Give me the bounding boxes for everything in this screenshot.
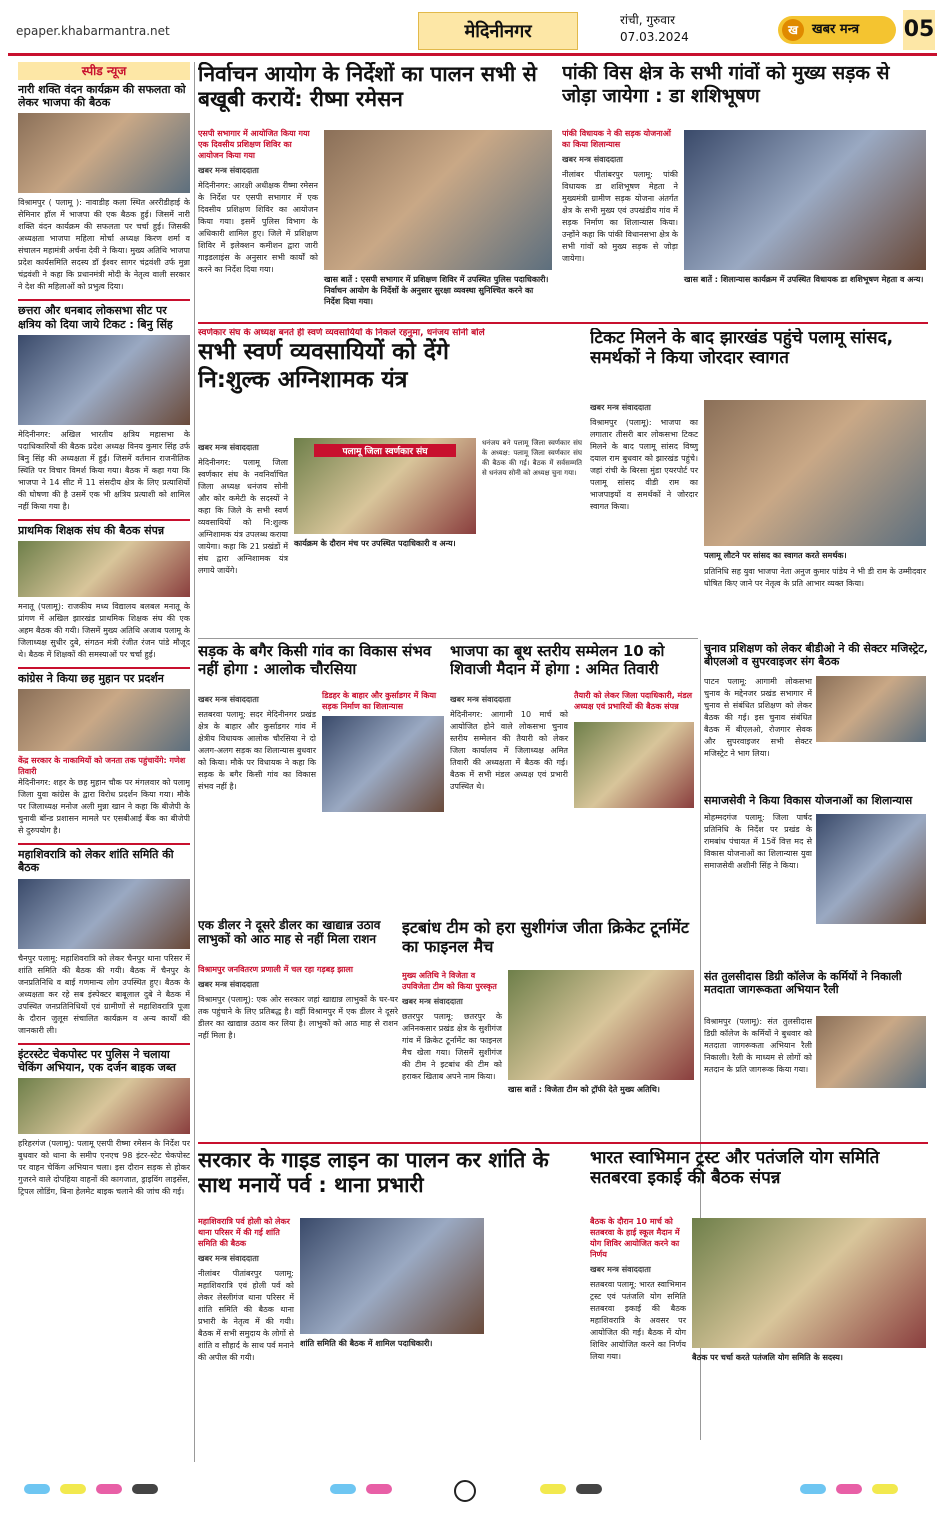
article-byline: खबर मन्त्र संवाददाता	[590, 403, 651, 412]
article-headline[interactable]: सरकार के गाइड लाइन का पालन कर शांति के साथ मनायें पर्व : थाना प्रभारी	[198, 1148, 549, 1198]
article-headline[interactable]: पांकी विस क्षेत्र के सभी गांवों को मुख्य सड़क से जोड़ा जायेगा : डा शशिभूषण	[562, 62, 890, 107]
article-headline[interactable]: भारत स्वाभिमान ट्रस्ट और पतंजलि योग समिति सतबरवा इकाई की बैठक संपन्न	[590, 1148, 880, 1189]
event-banner: पलामू जिला स्वर्णकार संघ	[314, 444, 456, 457]
article-photo	[18, 1078, 190, 1134]
article-mp-welcome	[590, 328, 928, 636]
article-headline[interactable]: प्राथमिक शिक्षक संघ की बैठक संपन्न	[18, 519, 190, 537]
registration-mark	[800, 1484, 826, 1494]
registration-mark	[576, 1484, 602, 1494]
article-photo	[684, 130, 926, 270]
article-peace-committee	[198, 1148, 586, 1468]
newspaper-logo	[778, 16, 896, 44]
article-photo	[704, 400, 926, 546]
logo-text: खबर मन्त्र	[812, 22, 860, 37]
article-text: मेदिनीनगर: आगामी 10 मार्च को आयोजित होने वाले लोकसभा चुनाव स्तरीय सम्मेलन की तैयारी को लेकर जिला कार्यालय में जिलाध्यक्ष अमित तिवारी की अध्यक्षता में बैठक की गई। बैठक में सभी मंडल अध्यक्ष एवं प्रभारी उपस्थित थे।	[450, 710, 568, 791]
article-kicker: केंद्र सरकार के नाकामियों को जनता तक पहुंचायेंगे: गणेश तिवारी	[18, 756, 186, 777]
article-voter-rally	[704, 970, 928, 1128]
article-panki	[562, 62, 928, 320]
article-headline[interactable]: नारी शक्ति वंदन कार्यक्रम की सफलता को लेकर भाजपा की बैठक	[18, 83, 186, 110]
article-photo	[18, 879, 190, 949]
article-kicker: डिडहर के बाहार और कुर्साडगर में किया सड़क निर्माण का शिलान्यास	[322, 691, 437, 711]
article-cricket	[402, 918, 696, 1140]
article-byline: खबर मन्त्र संवाददाता	[402, 997, 463, 1006]
edition-name: मेदिनीनगर	[418, 12, 578, 50]
article-byline: खबर मन्त्र संवाददाता	[198, 1254, 259, 1263]
article-patanjali	[590, 1148, 928, 1468]
article-text: मेदिनीनगर: पलामू जिला स्वर्णकार संघ के नवनिर्वाचित जिला अध्यक्ष धनंजय सोनी और कोर कमेटी के सदस्यों ने कहा कि जिले के सभी स्वर्ण व्यवसायियों को नि:शुल्क अग्निशामक यंत्र उपलब्ध कराया जायेगा। कहा कि 21 प्रखंडों में संघ द्वारा अग्निशामक यंत्र लगाये जायेंगे।	[198, 458, 288, 575]
article-kicker: एसपी सभागार में आयोजित किया गया एक दिवसीय प्रशिक्षण शिविर का आयोजन किया गया	[198, 129, 310, 160]
registration-mark	[330, 1484, 356, 1494]
article-election-training	[704, 642, 928, 790]
article-photo	[294, 438, 476, 534]
article-kicker: स्वर्णकार संघ के अध्यक्ष बनते ही स्वर्ण व्यवसायियों के निकले रहनुमा, धनंजय सोनी बोले	[198, 328, 485, 338]
article-photo	[18, 113, 190, 193]
article-byline: खबर मन्त्र संवाददाता	[450, 695, 511, 704]
article-byline: खबर मन्त्र संवाददाता	[198, 695, 259, 704]
photo-caption: बैठक पर चर्चा करते पतंजलि योग समिति के सदस्य।	[692, 1353, 843, 1362]
section-divider	[198, 322, 928, 324]
article-kicker: तैयारी को लेकर जिला पदाधिकारी, मंडल अध्यक्ष एवं प्रभारियों की बैठक संपन्न	[574, 691, 693, 711]
photo-caption: शांति समिति की बैठक में शामिल पदाधिकारी।	[300, 1339, 433, 1348]
section-divider	[198, 638, 698, 639]
article-photo	[324, 130, 552, 270]
issue-date: 07.03.2024	[620, 30, 689, 44]
article-headline[interactable]: छत्तरा और धनबाद लोकसभा सीट पर क्षत्रिय को दिया जाये टिकट : बिनु सिंह	[18, 299, 190, 330]
column-rule	[194, 62, 195, 1462]
article-photo	[18, 335, 190, 425]
photo-caption: खास बातें : एसपी सभागार में प्रशिक्षण शिविर में उपस्थित पुलिस पदाधिकारी। निर्वाचन आयोग के निर्देशों के अनुसार सुरक्षा व्यवस्था सुनिश्चित करने का निर्देश दिया गया।	[324, 275, 549, 306]
article-photo	[816, 1016, 926, 1088]
article-photo	[18, 541, 190, 597]
registration-crosshair-icon	[454, 1480, 476, 1502]
article-kicker: विश्रामपुर जनवितरण प्रणाली में चल रहा गड़बड़ झाला	[198, 965, 353, 974]
article-photo	[816, 814, 926, 924]
article-headline[interactable]: एक डीलर ने दूसरे डीलर का खाद्यान्न उठाव लाभुकों को आठ माह से नहीं मिला राशन	[198, 918, 381, 947]
article-text: विश्रामपुर (पलामू): भाजपा का लगातार तीसरी बार लोकसभा टिकट मिलने के बाद पलामू सांसद विष्णु दयाल राम बुधवार को झारखंड पहुंचे। जहां रांची के बिरसा मुंडा एयरपोर्ट पर पलामू सांसद वीडी राम का भाजपाइयों व समर्थकों ने जोरदार स्वागत किया।	[590, 418, 698, 511]
article-headline[interactable]: इटबांध टीम को हरा सुशीगंज जीता क्रिकेट टूर्नामेंट का फाइनल मैच	[402, 918, 689, 957]
article-photo	[322, 716, 444, 812]
registration-mark	[24, 1484, 50, 1494]
article-road	[198, 642, 446, 914]
article-headline[interactable]: इंटरस्टेट चेकपोस्ट पर पुलिस ने चलाया चेकिंग अभियान, एक दर्जन बाइक जब्त	[18, 1043, 190, 1074]
epaper-url[interactable]: epaper.khabarmantra.net	[16, 24, 170, 38]
registration-mark	[96, 1484, 122, 1494]
registration-mark	[132, 1484, 158, 1494]
article-text: सतबरवा पलामू: सदर मेदिनीनगर प्रखंड क्षेत्र के बाहार और कुर्साडगर गांव में क्षेत्रीय विधायक आलोक चौरसिया ने दो अलग-अलग सड़क का शिलान्यास बुधवार को किया। मौके पर विधायक ने कहा कि सड़क के बगैर किसी गांव का विकास संभव नहीं है।	[198, 710, 316, 791]
article-text: विश्रामपुर (पलामू): एक ओर सरकार जहां खाद्यान्न लाभुकों के घर-घर तक पहुंचाने के लिए प्रतिबद्ध है। वहीं विश्रामपुर में एक डीलर ने दूसरे डीलर का खाद्यान्न उठाव कर लिया है। लाभुकों को आठ माह से राशन नहीं मिला है।	[198, 995, 398, 1040]
article-kicker: मुख्य अतिथि ने विजेता व उपविजेता टीम को किया पुरस्कृत	[402, 971, 497, 991]
article-headline[interactable]: समाजसेवी ने किया विकास योजनाओं का शिलान्यास	[704, 794, 913, 807]
article-text: प्रतिनिधि सह युवा भाजपा नेता अनुज कुमार पांडेय ने भी डी राम के उम्मीदवार घोषित किए जाने पर नेतृत्व के प्रति आभार व्यक्त किया।	[704, 567, 926, 588]
article-text: चैनपुर पलामू: महाशिवरात्रि को लेकर चैनपुर थाना परिसर में शांति समिति की बैठक की गयी। बैठक में चैनपुर के जनप्रतिनिधि व बाई गणमान्य लोग उपस्थित हुए। बैठक के अध्यक्षता कर रहे सब इंस्पेक्टर बाबूलाल दुबे ने बैठक में उपस्थित जनप्रतिनिधियों एवं ग्रामीणों से महाशिवरात्रि पूजा के दौरान जुलूस संचालित कार्यक्रम व अन्य कार्यों की जानकारी ली।	[18, 953, 190, 1035]
article-byline: खबर मन्त्र संवाददाता	[198, 980, 259, 989]
article-kicker: पांकी विधायक ने की सड़क योजनाओं का किया शिलान्यास	[562, 129, 671, 149]
article-text: हरिहरगंज (पलामू): पलामू एसपी रीष्मा रमेसन के निर्देश पर बुधवार को थाना के समीप एनएच 98 इंटर-स्टेट चेकपोस्ट पर वाहन चेकिंग अभियान चला। इस दौरान सड़क से होकर गुजरने वाले दोपहिया वाहनों की कागजात, ड्राइविंग लाइसेंस, ट्रिपल लोडिंग, बिना हेलमेट बाइक चलाने की जांच की गई।	[18, 1138, 190, 1196]
page-number: 05	[903, 10, 935, 50]
article-ration	[198, 918, 398, 1140]
article-text: पाटन पलामू: आगामी लोकसभा चुनाव के मद्देनजर प्रखंड सभागार में चुनाव से संबंधित प्रशिक्षण को लेकर बैठक की गई। इस चुनाव संबंधित बैठक में बीएलओ, रोजगार सेवक और सुपरवाइजर सभी सेक्टर मजिस्ट्रेट ने भाग लिया।	[704, 677, 812, 758]
article-byline: खबर मन्त्र संवाददाता	[562, 155, 623, 164]
article-text: नीलांबर पीतांबरपुर पलामू: महाशिवरात्रि एवं होली पर्व को लेकर लेस्लीगंज थाना परिसर में शांति समिति की बैठक थाना प्रभारी के नेतृत्व में की गयी। बैठक में सभी समुदाय के लोगों से शांति व सौहार्द के साथ पर्व मनाने की अपील की गयी।	[198, 1269, 294, 1362]
article-headline[interactable]: कांग्रेस ने किया छह मुहान पर प्रदर्शन	[18, 667, 190, 685]
article-headline[interactable]: टिकट मिलने के बाद झारखंड पहुंचे पलामू सांसद, समर्थकों ने किया जोरदार स्वागत	[590, 328, 894, 369]
article-photo	[816, 676, 926, 742]
article-photo	[300, 1218, 484, 1334]
article-foundation	[704, 794, 928, 966]
page-header	[8, 6, 937, 56]
city-day: रांची, गुरुवार	[620, 13, 675, 27]
article-bjp	[450, 642, 696, 914]
photo-caption: खास बातें : विजेता टीम को ट्रॉफी देते मुख्य अतिथि।	[508, 1085, 660, 1094]
logo-icon: ख	[782, 19, 804, 41]
registration-mark	[540, 1484, 566, 1494]
article-text: छतरपुर पलामू: छतरपुर के अनिनकसार प्रखंड क्षेत्र के सुशीगंज गांव में क्रिकेट टूर्नामेंट का फाइनल मैच खेला गया। जिसमें सुशीगंज की टीम ने इटबांध की टीम को हराकर खिताब अपने नाम किया।	[402, 1012, 502, 1081]
article-headline[interactable]: नि:शुल्क अग्निशामक यंत्र	[198, 366, 408, 393]
article-swarnakar	[198, 328, 583, 636]
article-text: मेदिनीनगर: आरक्षी अधीक्षक रीष्मा रमेसन के निर्देश पर एसपी सभागार में एक दिवसीय प्रशिक्षण शिविर का आयोजन किया गया। इसमें पुलिस विभाग के अधिकारी शामिल हुए। जिले में प्रशिक्षण शिविर में इलेक्शन कमीशन द्वारा जारी गाइडलाइंस के अनुसार सभी कार्यों को करने का निर्देश दिया गया।	[198, 181, 318, 274]
section-speed-news: स्पीड न्यूज	[18, 62, 190, 80]
article-text: मनातू (पलामू): राजकीय मध्य विद्यालय बलबल मनातू के प्रांगण में अखिल झारखंड प्राथमिक शिक्षक संघ की एक अहम बैठक की गयी। जिसमें मुख्य अतिथि अजाब पलामू के जिलाध्यक्ष सुधीर दुबे, संगठन मंत्री रंजीत रंजन पांडे मौजूद थे। बैठक में शिक्षकों की समस्याओं पर चर्चा हुई।	[18, 601, 190, 659]
sidebar-text: धनंजय बने पलामू जिला स्वर्णकार संघ के अध्यक्ष: पलामू जिला स्वर्णकार संघ की बैठक की गई। बैठक में सर्वसम्मति से धनंजय सोनी को अध्यक्ष चुना गया।	[482, 439, 582, 477]
article-byline: खबर मन्त्र संवाददाता	[590, 1265, 651, 1274]
article-photo	[574, 722, 694, 808]
registration-mark	[60, 1484, 86, 1494]
article-headline[interactable]: निर्वाचन आयोग के निर्देशों का पालन सभी से बखूबी करायें: रीष्मा रमेसन	[198, 62, 537, 112]
article-photo	[18, 689, 190, 751]
registration-mark	[366, 1484, 392, 1494]
article-text: विश्रामपुर ( पलामू ): नावाडीह कला स्थित अररीडीहाई के सेमिनार हॉल में भाजपा की एक बैठक हुई। जिसमें नारी शक्ति वंदन कार्यक्रम की सफलता पर चर्चा हुई। जिसकी अध्यक्षता भाजपा महिला मोर्चा अध्यक्ष किरण शर्मा व संचालन महामंत्री अर्चना देवी ने किया। मुख्य अतिथि भाजपा प्रदेश कार्यसमिति सदस्य डॉ ईश्वर सागर चंद्रवंशी उर्फ मुन्ना चंद्रवंशी ने कहा कि प्रधानमंत्री मोदी के नेतृत्व वाली सरकार ने देश की महिलाओं को प्रभुत्व दिया।	[18, 198, 190, 292]
article-headline[interactable]: चुनाव प्रशिक्षण को लेकर बीडीओ ने की सेक्टर मजिस्ट्रेट, बीएलओ व सुपरवाइजर संग बैठक	[704, 642, 928, 669]
article-kicker: बैठक के दौरान 10 मार्च को सतबरवा के हाई स्कूल मैदान में योग शिविर आयोजित करने का निर्णय	[590, 1217, 680, 1259]
article-text: विश्रामपुर (पलामू): संत तुलसीदास डिग्री कॉलेज के कर्मियों ने बुधवार को मतदाता जागरूकता अभियान रैली निकाली। रैली के माध्यम से लोगों को मतदान के प्रति जागरूक किया गया।	[704, 1017, 812, 1074]
article-text: मेदिनीनगर: अखिल भारतीय क्षत्रिय महासभा के पदाधिकारियों की बैठक प्रदेश अध्यक्ष विनय कुमार सिंह उर्फ बिनु सिंह की अध्यक्षता में हुई। जिसमें वर्तमान राजनीतिक स्थिति पर विचार विमर्श किया गया। बैठक में कहा गया कि भाजपा ने 14 सीट में 11 संसदीय क्षेत्र के लिए प्रत्याशियों की घोषणा की है उसमें एक भी क्षत्रिय प्रत्याशी को शामिल नहीं किया गया है।	[18, 429, 190, 511]
photo-caption: पलामू लौटने पर सांसद का स्वागत करते समर्थक।	[704, 551, 847, 560]
article-text: सतबरवा पलामू: भारत स्वाभिमान ट्रस्ट एवं पतंजलि योग समिति सतबरवा इकाई की बैठक महाशिवरात्रि के अवसर पर आयोजित की गई। बैठक में योग शिविर आयोजित करने का निर्णय लिया गया।	[590, 1280, 686, 1361]
section-divider	[198, 1142, 928, 1144]
article-kicker: महाशिवरात्रि पर्व होली को लेकर थाना परिसर में की गई शांति समिति की बैठक	[198, 1217, 290, 1248]
article-byline: खबर मन्त्र संवाददाता	[198, 166, 259, 175]
article-headline[interactable]: महाशिवरात्रि को लेकर शांति समिति की बैठक	[18, 843, 190, 874]
article-headline[interactable]: सभी स्वर्ण व्यवसायियों को देंगे	[198, 339, 449, 365]
article-headline[interactable]: सड़क के बगैर किसी गांव का विकास संभव नहीं होगा : आलोक चौरसिया	[198, 642, 432, 678]
article-headline[interactable]: भाजपा का बूथ स्तरीय सम्मेलन 10 को शिवाजी मैदान में होगा : अमित तिवारी	[450, 642, 665, 678]
article-text: नीलांबर पीतांबरपुर पलामू: पांकी विधायक डा शशिभूषण मेहता ने मुख्यमंत्री ग्रामीण सड़क योजना अंतर्गत क्षेत्र के सभी मुख्य एवं उपखंडीय गांव में सड़क निर्माण का शिलान्यास किया। उन्होंने कहा कि पांकी विधानसभा क्षेत्र के सभी गांवों को मुख्य सड़क से जोड़ा जायेगा।	[562, 170, 678, 263]
article-election	[198, 62, 556, 320]
article-text: मोहम्मदगंज पलामू: जिला पार्षद प्रतिनिधि के निर्देश पर प्रखंड के रामबांध पंचायत में 15वें वित्त मद से विकास योजनाओं का शिलान्यास युवा समाजसेवी अशीनी सिंह ने किया।	[704, 813, 812, 870]
left-column	[18, 62, 190, 1462]
article-byline: खबर मन्त्र संवाददाता	[198, 443, 259, 452]
date-block	[620, 12, 689, 46]
photo-caption: कार्यक्रम के दौरान मंच पर उपस्थित पदाधिकारी व अन्य।	[294, 539, 456, 548]
article-photo	[508, 970, 694, 1080]
photo-caption: खास बातें : शिलान्यास कार्यक्रम में उपस्थित विधायक डा शशिभूषण मेहता व अन्य।	[684, 275, 924, 284]
registration-mark	[872, 1484, 898, 1494]
article-text: मेदिनीनगर: शहर के छह मुहान चौक पर मंगलवार को पलामू जिला युवा कांग्रेस के द्वारा विरोध प्रदर्शन किया गया। मौके पर जिलाध्यक्ष मनोज अली मुन्ना खान ने कहा कि बीजेपी के चुनावी बॉन्ड प्रशासन मामले पर एसबीआई बैंक का बीजेपी से दुरुपयोग है।	[18, 778, 190, 836]
registration-mark	[836, 1484, 862, 1494]
article-headline[interactable]: संत तुलसीदास डिग्री कॉलेज के कर्मियों ने निकाली मतदाता जागरूकता अभियान रैली	[704, 970, 902, 997]
article-photo	[692, 1218, 926, 1348]
